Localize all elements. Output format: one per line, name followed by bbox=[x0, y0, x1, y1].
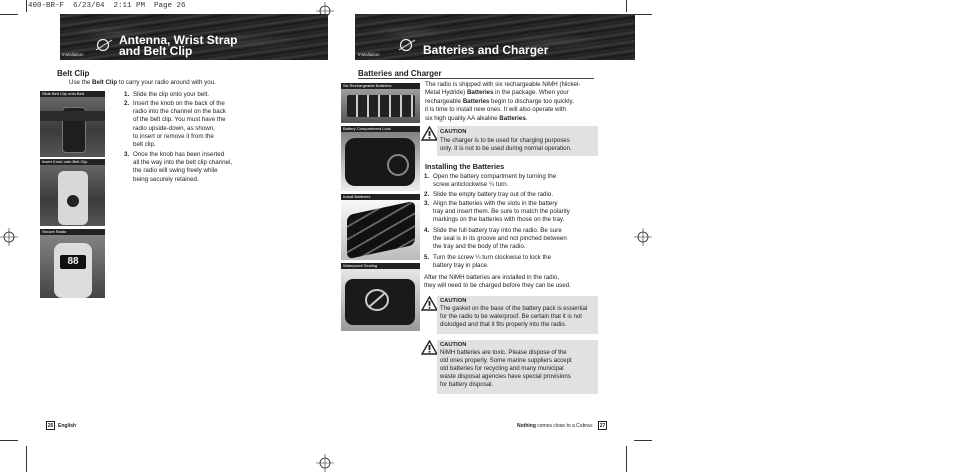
cobra-swirl-icon bbox=[94, 38, 114, 52]
caution-charger bbox=[437, 126, 598, 156]
radio-display-digits: 88 bbox=[67, 256, 79, 267]
footer-language: English bbox=[58, 423, 77, 429]
caution-label: CAUTION bbox=[440, 342, 467, 348]
photo-secure-radio bbox=[40, 229, 105, 298]
belt-clip-subhead: Belt Clip bbox=[57, 69, 90, 78]
page-title: Batteries and Charger bbox=[423, 43, 549, 57]
list-item: 4. Slide the full battery tray into the radio. Be sure the seal is in its groove and not pinched between the tray and the body of the radio. bbox=[424, 227, 567, 251]
belt-clip-intro: Use the Belt Clip to carry your radio around with you. bbox=[69, 79, 216, 86]
list-item: 1. Slide the clip onto your belt. bbox=[124, 91, 210, 98]
trademark: ® bbox=[589, 423, 593, 428]
right-page-header bbox=[355, 14, 635, 60]
cobra-swirl-icon bbox=[397, 38, 417, 52]
list-item: 5. Turn the screw ¼ turn clockwise to lock the battery tray in place. bbox=[424, 254, 552, 270]
crop-mark bbox=[0, 440, 18, 441]
crop-mark bbox=[0, 14, 18, 15]
radio-body-shape bbox=[54, 243, 92, 298]
photo-caption: Secure Radio bbox=[40, 229, 105, 235]
caution-label: CAUTION bbox=[440, 129, 467, 135]
photo-caption: Install Batteries bbox=[341, 194, 420, 200]
section-tag: Installation bbox=[62, 52, 84, 57]
caution-label: CAUTION bbox=[440, 298, 467, 304]
caution-text: The charger is to be used for charging purposes only. It is not to be used during normal operation. bbox=[440, 137, 572, 153]
warning-triangle-icon bbox=[421, 296, 438, 311]
battery-tray-shape bbox=[347, 201, 415, 259]
print-slug: 400-BR-F 6/23/04 2:11 PM Page 26 bbox=[28, 2, 186, 10]
list-item: 1. Open the battery compartment by turning the screw anticlockwise ¼ turn. bbox=[424, 173, 557, 189]
caution-text: The gasket on the base of the battery pack is essential for the radio to be waterproof. Be certain that it is not dislodged and that it fits properly into the radio. bbox=[440, 305, 588, 329]
caution-gasket bbox=[437, 296, 598, 334]
list-item: 3. Once the knob has been inserted all the way into the belt clip channel, the radio will swing freely while being securely retained. bbox=[124, 151, 233, 183]
photo-caption: Slide Belt Clip onto Belt bbox=[40, 91, 105, 97]
crop-mark bbox=[26, 446, 27, 472]
photo-compartment-lock bbox=[341, 126, 420, 191]
knob-shape bbox=[67, 195, 79, 207]
after-install-note: After the NiMH batteries are installed in the radio, they will need to be charged before they can be used. bbox=[424, 274, 571, 290]
crop-mark bbox=[626, 0, 627, 12]
page-title-line-2: and Belt Clip bbox=[119, 44, 193, 58]
list-item: 3. Align the batteries with the slots in the battery tray and insert them. Be sure to match the polarity markings on the batteries with those on the tray. bbox=[424, 200, 570, 224]
page-number: 26 bbox=[47, 423, 54, 429]
cobra-logo-icon bbox=[363, 287, 391, 313]
registration-mark-icon bbox=[0, 228, 18, 246]
list-item: 2. Insert the knob on the back of the radio into the channel on the back of the belt clip. You must have the radio upside-down, as shown, to insert or remove it from the belt clip. bbox=[124, 100, 226, 149]
photo-waterproof-sealing bbox=[341, 263, 420, 331]
belt-shape bbox=[40, 111, 105, 121]
lock-screw-shape bbox=[387, 154, 409, 176]
section-tag: Installation bbox=[358, 52, 380, 57]
crop-mark bbox=[26, 0, 27, 12]
photo-caption: Insert Knob onto Belt Clip bbox=[40, 159, 105, 165]
photo-caption: Battery Compartment Lock bbox=[341, 126, 420, 132]
batteries-intro: The radio is shipped with six rechargeable NiMH (Nickel- Metal Hydride) Batteries in the package. When your rechargeable Batteries begin to discharge too quickly, it is time to install new ones. It will also operate with six high quality AA alkaline Batteries. bbox=[425, 81, 581, 122]
photo-slide-belt-clip bbox=[40, 91, 105, 157]
radio-display-screen bbox=[60, 255, 86, 269]
left-page-header bbox=[60, 14, 328, 60]
belt-clip-term: Belt Clip bbox=[92, 79, 118, 86]
registration-mark-icon bbox=[634, 228, 652, 246]
subhead-rule bbox=[358, 78, 594, 79]
page-title bbox=[119, 35, 237, 57]
footer-tagline: Nothing comes close to a Cobra® bbox=[517, 423, 593, 429]
caution-text: NiMH batteries are toxic. Please dispose of the old ones properly. Some marine suppliers accept old batteries for recycling and many municipal waste disposal agencies have special provisions for battery disposal. bbox=[440, 349, 572, 389]
warning-triangle-icon bbox=[421, 126, 438, 141]
photo-caption: Waterproof Sealing bbox=[341, 263, 420, 269]
photo-install-batteries bbox=[341, 194, 420, 260]
installing-subhead: Installing the Batteries bbox=[425, 162, 505, 171]
page-number: 27 bbox=[599, 423, 606, 429]
caution-disposal bbox=[437, 340, 598, 394]
warning-triangle-icon bbox=[421, 340, 438, 355]
batteries-subhead: Batteries and Charger bbox=[358, 69, 442, 78]
photo-insert-knob bbox=[40, 159, 105, 226]
registration-mark-icon bbox=[316, 454, 334, 472]
crop-mark bbox=[626, 446, 627, 472]
crop-mark bbox=[634, 440, 652, 441]
crop-mark bbox=[634, 14, 652, 15]
page-title-line-1: Antenna, Wrist Strap bbox=[119, 33, 238, 47]
list-item: 2. Slide the empty battery tray out of the radio. bbox=[424, 191, 554, 198]
battery-row-shape bbox=[347, 95, 415, 117]
photo-caption: Six Rechargeable Batteries bbox=[341, 83, 420, 89]
photo-six-batteries bbox=[341, 83, 420, 123]
